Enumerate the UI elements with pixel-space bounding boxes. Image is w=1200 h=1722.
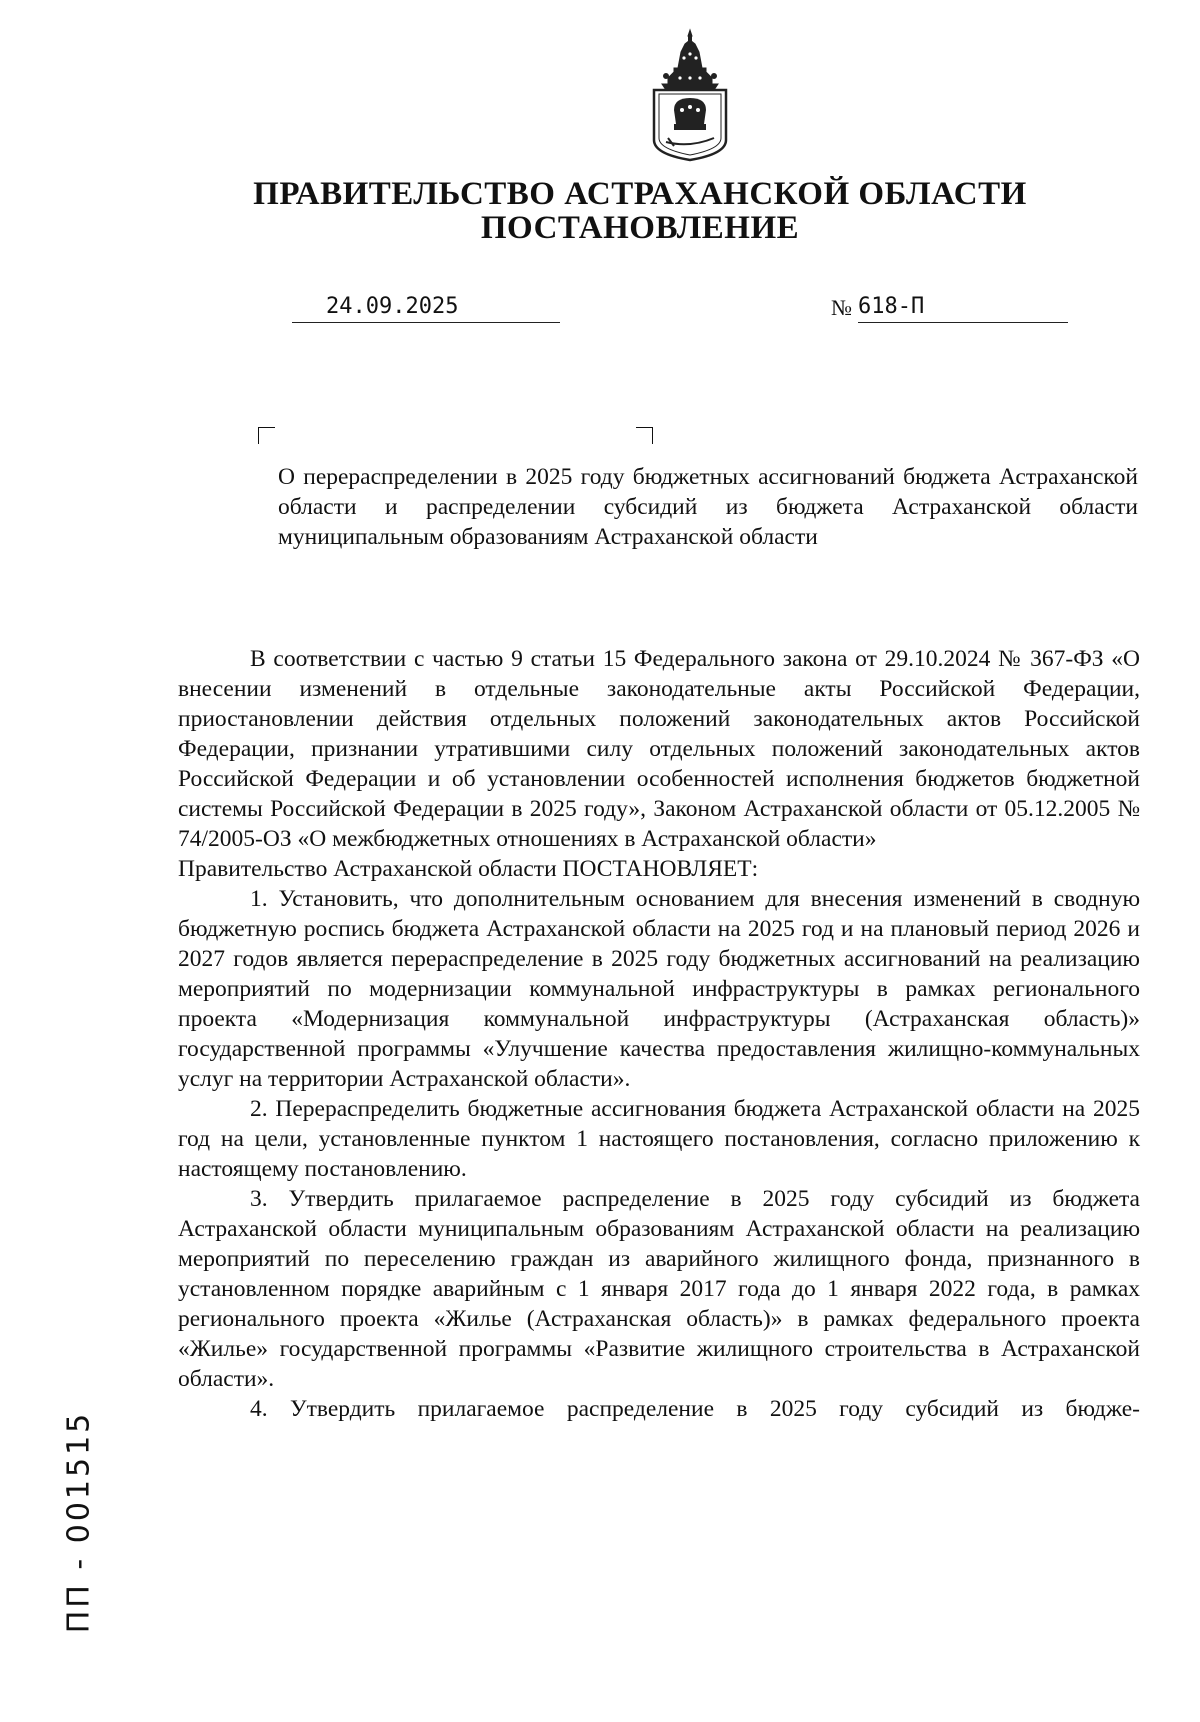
resolution-line: Правительство Астраханской области ПОСТАНОВЛЯЕТ: [178,856,759,882]
coat-of-arms-icon [650,28,730,162]
document-date: 24.09.2025 [326,294,459,319]
preamble-paragraph: В соответствии с частью 9 статьи 15 Федерального закона от 29.10.2024 № 367-ФЗ «О внесении изменений в отдельные законодательные акты Российской Федерации, приостановлении действия отдельных положений законодательных актов Российской Федерации, признании утратившими силу отдельных положений законодательных актов Российской Федерации и об установлении особенностей исполнения бюджетов бюджетной системы Российской Федерации в 2025 году», Законом Астраханской области от 05.12.2005 № 74/2005-ОЗ «О межбюджетных отношениях в Астраханской области» [178,646,1140,852]
corner-mark-right [636,427,653,444]
item-paragraph-3: 3. Утвердить прилагаемое распределение в 2025 году субсидий из бюджета Астраханской области муниципальным образованиям Астраханской области на реализацию мероприятий по переселению граждан из аварийного жилищного фонда, признанного в установленном порядке аварийным с 1 января 2017 года до 1 января 2022 года, в рамках регионального проекта «Жилье (Астраханская область)» в рамках федерального проекта «Жилье» государственной программы «Развитие жилищного строительства в Астраханской области». [178,1186,1140,1392]
item-paragraph-1: 1. Установить, что дополнительным основанием для внесения изменений в сводную бюджетную роспись бюджета Астраханской области на 2025 год и на плановый период 2026 и 2027 годов является перераспределение в 2025 году бюджетных ассигнований на реализацию мероприятий по модернизации коммунальной инфраструктуры в рамках регионального проекта «Модернизация коммунальной инфраструктуры (Астраханская область)» государственной программы «Улучшение качества предоставления жилищно-коммунальных услуг на территории Астраханской области». [178,886,1140,1092]
document-number: 618-П [858,294,925,319]
date-field [292,292,560,323]
document-subject: О перераспределении в 2025 году бюджетных ассигнований бюджета Астраханской области и распределении субсидий из бюджета Астраханской области муниципальным образованиям Астраханской области [278,464,1138,550]
item-paragraph-4: 4. Утвердить прилагаемое распределение в 2025 году субсидий из бюдже- [250,1396,1140,1422]
number-sign: № [831,295,852,320]
registration-stamp-text: ПП - 001515 [61,1410,97,1634]
corner-mark-left [258,427,275,444]
number-field [858,292,1068,323]
document-type-title: ПОСТАНОВЛЕНИЕ [480,210,800,246]
registration-stamp [58,1372,100,1672]
item-paragraph-2: 2. Перераспределить бюджетные ассигнования бюджета Астраханской области на 2025 год на цели, установленные пунктом 1 настоящего постановления, согласно приложению к настоящему постановлению. [178,1096,1140,1182]
document-body [178,644,1140,1424]
government-title: ПРАВИТЕЛЬСТВО АСТРАХАНСКОЙ ОБЛАСТИ [253,176,1027,212]
